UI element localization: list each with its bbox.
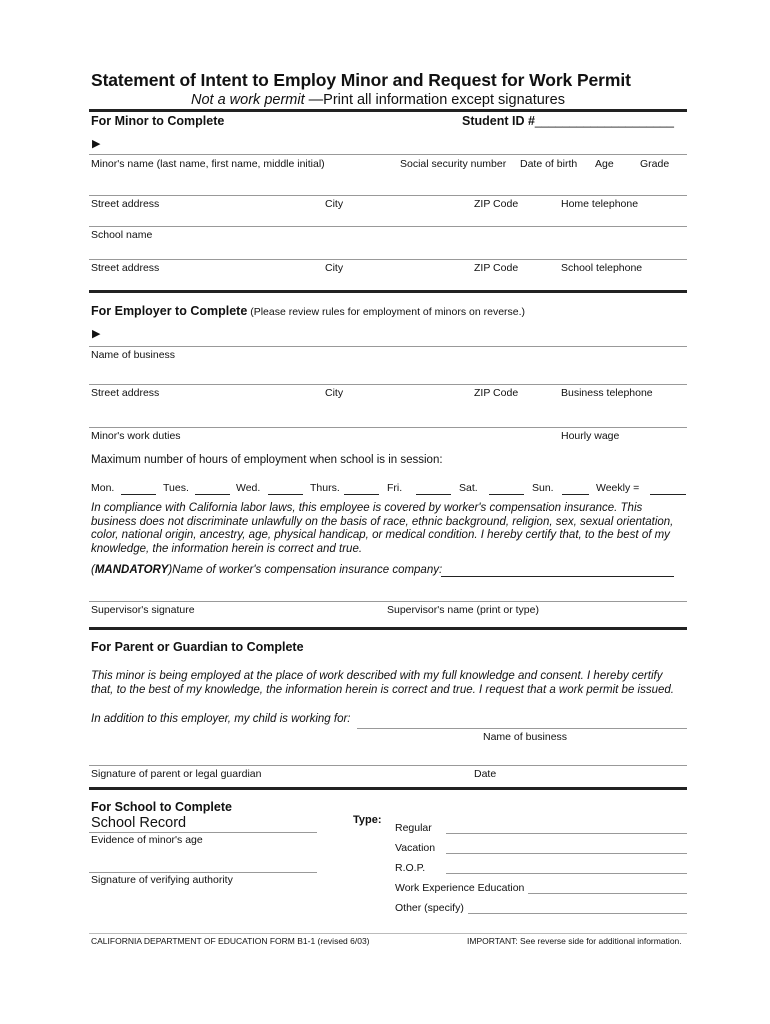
business-telephone-label: Business telephone: [561, 387, 653, 399]
additional-business-line[interactable]: [357, 728, 687, 729]
type-regular-blank[interactable]: [446, 833, 687, 834]
parent-date-label: Date: [474, 768, 497, 780]
parent-section-rule: [89, 627, 687, 630]
parent-section-heading: For Parent or Guardian to Complete: [91, 640, 304, 654]
type-other-blank[interactable]: [468, 913, 687, 914]
footer-rule: [89, 933, 687, 934]
supervisor-line[interactable]: [89, 601, 687, 602]
employer-arrow-icon: ▶: [92, 328, 101, 340]
mandatory-word: MANDATORY: [94, 564, 169, 576]
business-address-line[interactable]: [89, 384, 687, 385]
school-record-label: School Record: [91, 815, 187, 831]
employer-section-heading: [91, 304, 525, 318]
work-duties-label: Minor's work duties: [91, 430, 181, 442]
subtitle-italic: Not a work permit: [191, 92, 305, 108]
employer-heading-text: For Employer to Complete: [91, 304, 248, 318]
form-identifier: CALIFORNIA DEPARTMENT OF EDUCATION FORM B1-1 (revised 6/03): [91, 936, 370, 946]
school-section-rule: [89, 787, 687, 790]
max-hours-label: Maximum number of hours of employment when school is in session:: [91, 454, 443, 466]
day-mon-label: Mon.: [91, 482, 115, 494]
grade-label: Grade: [640, 158, 670, 170]
day-fri-blank[interactable]: [416, 494, 451, 495]
type-rop-label: R.O.P.: [395, 862, 426, 874]
home-telephone-label: Home telephone: [561, 198, 639, 210]
day-sat-label: Sat.: [459, 482, 478, 494]
day-tues-label: Tues.: [163, 482, 189, 494]
dob-label: Date of birth: [520, 158, 578, 170]
weekly-total-blank[interactable]: [650, 494, 686, 495]
day-wed-blank[interactable]: [268, 494, 303, 495]
business-street-label: Street address: [91, 387, 160, 399]
hourly-wage-label: Hourly wage: [561, 430, 620, 442]
type-vacation-label: Vacation: [395, 842, 436, 854]
type-other-label: Other (specify): [395, 902, 464, 914]
form-subtitle: [191, 92, 565, 108]
day-thurs-blank[interactable]: [344, 494, 379, 495]
weekly-total-label: Weekly =: [596, 482, 640, 494]
business-name-line[interactable]: [89, 346, 687, 347]
business-zip-label: ZIP Code: [474, 387, 519, 399]
parent-signature-label: Signature of parent or legal guardian: [91, 768, 262, 780]
minor-name-line[interactable]: [89, 154, 687, 155]
day-tues-blank[interactable]: [195, 494, 230, 495]
form-title: Statement of Intent to Employ Minor and Request for Work Permit: [91, 70, 631, 90]
school-name-line[interactable]: [89, 226, 687, 227]
type-regular-label: Regular: [395, 822, 432, 834]
day-sat-blank[interactable]: [489, 494, 524, 495]
type-vacation-blank[interactable]: [446, 853, 687, 854]
day-fri-label: Fri.: [387, 482, 403, 494]
employer-heading-note: (Please review rules for employment of minors on reverse.): [247, 306, 526, 318]
ssn-label: Social security number: [400, 158, 507, 170]
day-wed-label: Wed.: [236, 482, 261, 494]
school-telephone-label: School telephone: [561, 262, 643, 274]
evidence-of-age-label: Evidence of minor's age: [91, 834, 203, 846]
business-city-label: City: [325, 387, 344, 399]
insurance-company-blank[interactable]: [441, 576, 674, 577]
type-work-experience-blank[interactable]: [528, 893, 687, 894]
type-rop-blank[interactable]: [446, 873, 687, 874]
minor-name-label: Minor's name (last name, first name, middle initial): [91, 158, 325, 170]
parent-signature-line[interactable]: [89, 765, 687, 766]
mandatory-open: (: [91, 564, 95, 576]
minor-zip-label: ZIP Code: [474, 198, 519, 210]
student-id-label: [462, 114, 674, 128]
minor-street-label: Street address: [91, 198, 160, 210]
day-mon-blank[interactable]: [121, 494, 156, 495]
school-street-label: Street address: [91, 262, 160, 274]
school-city-label: City: [325, 262, 344, 274]
parent-statement: This minor is being employed at the place of work described with my full knowledge and consent. I hereby certify that, to the best of my knowledge, the information herein is correct and true. I request that a work permit be issued.: [91, 670, 674, 696]
school-address-line[interactable]: [89, 259, 687, 260]
school-zip-label: ZIP Code: [474, 262, 519, 274]
work-duties-line[interactable]: [89, 427, 687, 428]
school-record-line[interactable]: [89, 832, 317, 833]
important-note: IMPORTANT: See reverse side for additional information.: [467, 936, 682, 946]
school-name-label: School name: [91, 229, 153, 241]
minor-city-label: City: [325, 198, 344, 210]
school-section-heading: For School to Complete: [91, 800, 232, 814]
employer-section-rule: [89, 290, 687, 293]
student-id-text: Student ID #: [462, 114, 535, 128]
additional-employer-label: In addition to this employer, my child is working for:: [91, 713, 351, 725]
minor-address-line[interactable]: [89, 195, 687, 196]
student-id-blank: ____________________: [534, 114, 674, 128]
type-work-experience-label: Work Experience Education: [395, 882, 525, 894]
additional-business-name-label: Name of business: [483, 731, 568, 743]
minor-section-heading: For Minor to Complete: [91, 114, 225, 128]
insurance-company-label: [91, 564, 442, 576]
subtitle-rest: —Print all information except signatures: [304, 92, 565, 108]
type-label: Type:: [353, 814, 382, 826]
day-thurs-label: Thurs.: [310, 482, 340, 494]
compliance-statement: In compliance with California labor laws, this employee is covered by worker's compensation insurance. This business does not discriminate unlawfully on the basis of race, ethnic background, religion, sex, sexual orientation, color, national origin, ancestry, age, physical handicap, or medical condition. I hereby certify that, to the best of my knowledge, the information herein is correct and true.: [91, 502, 674, 555]
minor-arrow-icon: ▶: [92, 138, 101, 150]
supervisor-signature-label: Supervisor's signature: [91, 604, 195, 616]
mandatory-rest: )Name of worker's compensation insurance company:: [168, 564, 443, 576]
day-sun-label: Sun.: [532, 482, 554, 494]
supervisor-name-label: Supervisor's name (print or type): [387, 604, 539, 616]
verifying-authority-line[interactable]: [89, 872, 317, 873]
verifying-authority-label: Signature of verifying authority: [91, 874, 233, 886]
business-name-label: Name of business: [91, 349, 176, 361]
header-rule: [89, 109, 687, 112]
age-label: Age: [595, 158, 614, 170]
day-sun-blank[interactable]: [562, 494, 589, 495]
